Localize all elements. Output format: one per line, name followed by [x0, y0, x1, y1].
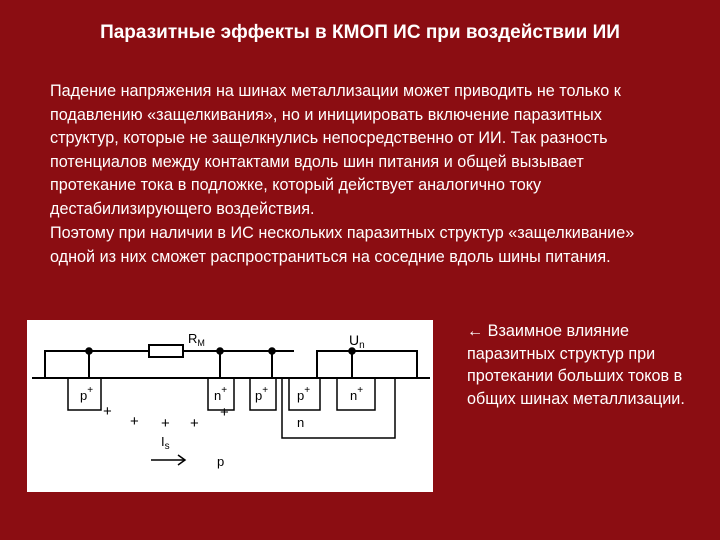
parasitic-structures-diagram	[27, 320, 433, 492]
figure-caption: ← Взаимное влияние паразитных структур при протекании больших токов в общих шинах металлизации.	[467, 322, 685, 408]
supply-label: $U_n$	[349, 332, 365, 351]
junction-dot	[268, 347, 276, 355]
charge-plus: +	[190, 415, 199, 432]
junction-dot	[216, 347, 224, 355]
label-p-plus-2: p+	[255, 385, 269, 403]
junction-dot	[85, 347, 93, 355]
label-current-is: $I_s$	[161, 434, 170, 452]
label-n-plus-1: n+	[214, 385, 228, 403]
label-p-plus-3: p+	[297, 385, 311, 403]
charge-plus: +	[130, 413, 139, 430]
junction-dot	[348, 347, 356, 355]
charge-plus: +	[220, 404, 229, 421]
cmos-cross-section-svg	[27, 320, 433, 492]
label-p-plus-1: p+	[80, 385, 94, 403]
metal-bus-left	[45, 351, 149, 378]
paragraph-latchup-spread: Поэтому при наличии в ИС нескольких паразитных структур «защелкивание» одной из них сможет распространиться на соседние вдоль шины питания.	[50, 224, 635, 266]
label-n-well: n	[297, 415, 305, 430]
resistor-rm	[149, 345, 183, 357]
supply-bus-un	[317, 351, 417, 378]
paragraph-voltage-drop: Падение напряжения на шинах металлизации может приводить не только к подавлению «защелкивания», но и инициировать включение паразитных структур, которые не защелкнулись непосредственно от ИИ. Так разность потенциалов между контактами вдоль шин питания и общей вызывает протекание тока в подложке, который действует аналогично току дестабилизирующего воздействия.	[50, 82, 621, 218]
resistor-label: $R_M$	[188, 331, 205, 348]
label-n-plus-2: n+	[350, 385, 364, 403]
slide-title: Паразитные эффекты в КМОП ИС при воздействии ИИ	[100, 22, 620, 43]
label-p-substrate: p	[217, 454, 225, 469]
charge-plus: +	[161, 415, 170, 432]
charge-plus: +	[103, 403, 112, 420]
